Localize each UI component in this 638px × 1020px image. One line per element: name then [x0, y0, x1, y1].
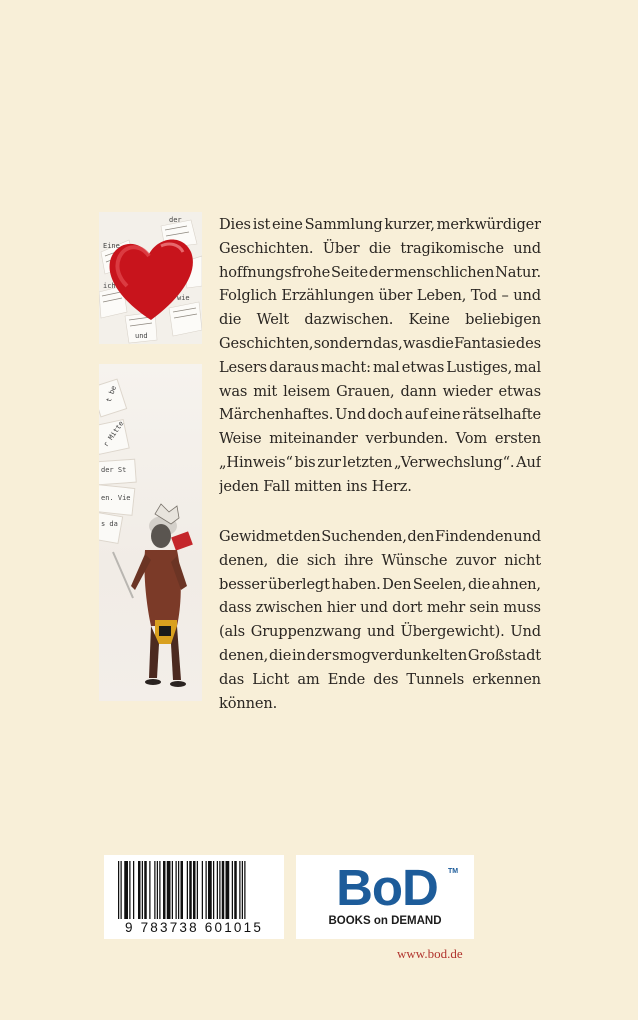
trademark-mark: TM — [448, 868, 459, 875]
heart-illustration — [99, 212, 202, 344]
text-line: „Hinweis“ bis zur letzten „Verwechslung“. Auf — [219, 453, 541, 471]
paper-snippet: und — [135, 332, 148, 340]
text-line: Folglich Erzählungen über Leben, Tod – und — [219, 287, 541, 305]
text-line: jeden Fall mitten ins Herz. — [219, 477, 412, 495]
text-line: die Welt dazwischen. Keine beliebigen — [219, 311, 541, 329]
paper-snippet: Eine — [103, 242, 120, 250]
text-line: besser überlegt haben. Den Seelen, die ahnen, — [219, 575, 541, 593]
bod-logo: BoD — [336, 859, 438, 916]
isbn-barcode — [104, 855, 284, 939]
paper-snippet: r Mitte — [102, 419, 126, 449]
text-line: Märchenhaftes. Und doch auf eine rätselhafte — [219, 406, 541, 424]
barcode-bars — [118, 861, 270, 919]
text-line: Geschichten, sondern das, was die Fantasie des — [219, 334, 541, 352]
text-line: (als Gruppenzwang und Übergewicht). Und — [219, 623, 541, 641]
knight-figure — [99, 364, 202, 701]
paper-snippet: der — [169, 216, 182, 224]
publisher-url[interactable]: www.bod.de — [397, 946, 463, 961]
publisher-logo-box — [296, 855, 474, 939]
text-line: denen, die in der smogverdunkelten Großstadt — [219, 646, 541, 664]
paper-snippet: wie — [177, 294, 190, 302]
bod-tagline: BOOKS on DEMAND — [328, 915, 442, 927]
text-line: hoffnungsfrohe Seite der menschlichen Natur. — [219, 263, 541, 281]
text-line: Gewidmet den Suchenden, den Findenden und — [219, 528, 541, 545]
text-line: dass zwischen hier und dort mehr sein muss — [219, 599, 541, 617]
paper-snippet: s da — [101, 520, 118, 528]
description-paragraph-2 — [219, 525, 541, 715]
paper-snippet: t be — [104, 384, 119, 404]
heart-photo — [99, 212, 202, 344]
text-line: was mit leisem Grauen, dann wieder etwas — [219, 382, 541, 400]
text-line: das Licht am Ende des Tunnels erkennen — [219, 670, 541, 688]
text-line: können. — [219, 694, 278, 712]
description-paragraph-1 — [219, 213, 541, 499]
text-line: denen, die sich ihre Wünsche zuvor nicht — [219, 551, 541, 569]
knight-photo — [99, 364, 202, 701]
text-line: Dies ist eine Sammlung kurzer, merkwürdiger — [219, 216, 541, 233]
paper-snippet: en. Vie — [101, 494, 131, 502]
isbn-digits: 9 783738 601015 — [124, 920, 264, 935]
paper-snippet: der St — [101, 466, 127, 474]
paper-snippet: ich — [103, 282, 116, 290]
text-line: Geschichten. Über die tragikomische und — [219, 239, 541, 257]
text-line: Lesers daraus macht: mal etwas Lustiges, mal — [219, 358, 541, 376]
text-line: Weise miteinander verbunden. Vom ersten — [219, 430, 541, 448]
